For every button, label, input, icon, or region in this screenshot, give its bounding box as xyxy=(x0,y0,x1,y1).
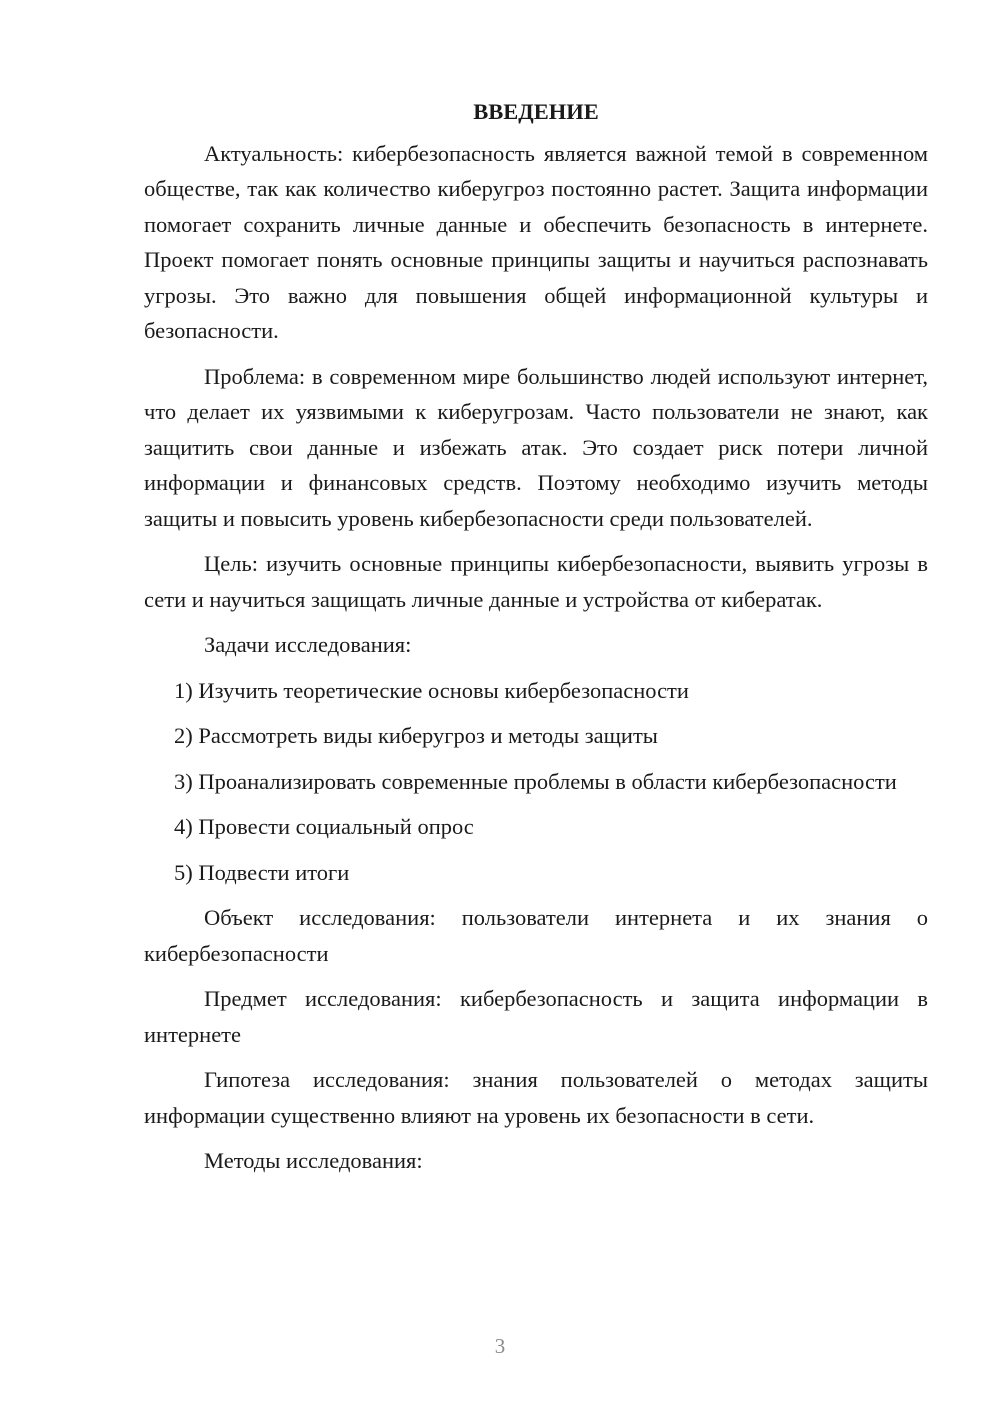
paragraph-subject: Предмет исследования: кибербезопасность и защита информации в интернете xyxy=(144,986,928,1047)
page-content xyxy=(144,94,928,1189)
task-item-3: 3) Проанализировать современные проблемы в области кибербезопасности xyxy=(174,768,897,794)
task-item-5: 5) Подвести итоги xyxy=(174,859,350,885)
page-number: 3 xyxy=(494,1334,506,1358)
tasks-heading: Задачи исследования: xyxy=(204,632,412,657)
paragraph-object: Объект исследования: пользователи интернета и их знания о кибербезопасности xyxy=(144,905,928,966)
section-title: ВВЕДЕНИЕ xyxy=(473,99,599,124)
paragraph-problem: Проблема: в современном мире большинство людей используют интернет, что делает их уязвимыми к киберугрозам. Часто пользователи не знают, как защитить свои данные и избежать атак. Это создает риск потери личной информации и финансовых средств. Поэтому необходимо изучить методы защиты и повысить уровень кибербезопасности среди пользователей. xyxy=(144,363,928,531)
paragraph-goal: Цель: изучить основные принципы кибербезопасности, выявить угрозы в сети и научиться защищать личные данные и устройства от кибератак. xyxy=(144,551,928,612)
task-item-2: 2) Рассмотреть виды киберугроз и методы защиты xyxy=(174,723,658,748)
methods-heading: Методы исследования: xyxy=(204,1148,423,1173)
task-item-4: 4) Провести социальный опрос xyxy=(174,814,474,839)
task-item-1: 1) Изучить теоретические основы кибербезопасности xyxy=(174,677,689,703)
paragraph-hypothesis: Гипотеза исследования: знания пользователей о методах защиты информации существенно влияют на уровень их безопасности в сети. xyxy=(144,1067,928,1128)
paragraph-relevance: Актуальность: кибербезопасность является важной темой в современном обществе, так как количество киберугроз постоянно растет. Защита информации помогает сохранить личные данные и обеспечить безопасность в интернете. Проект помогает понять основные принципы защиты и научиться распознавать угрозы. Это важно для повышения общей информационной культуры и безопасности. xyxy=(144,140,928,343)
